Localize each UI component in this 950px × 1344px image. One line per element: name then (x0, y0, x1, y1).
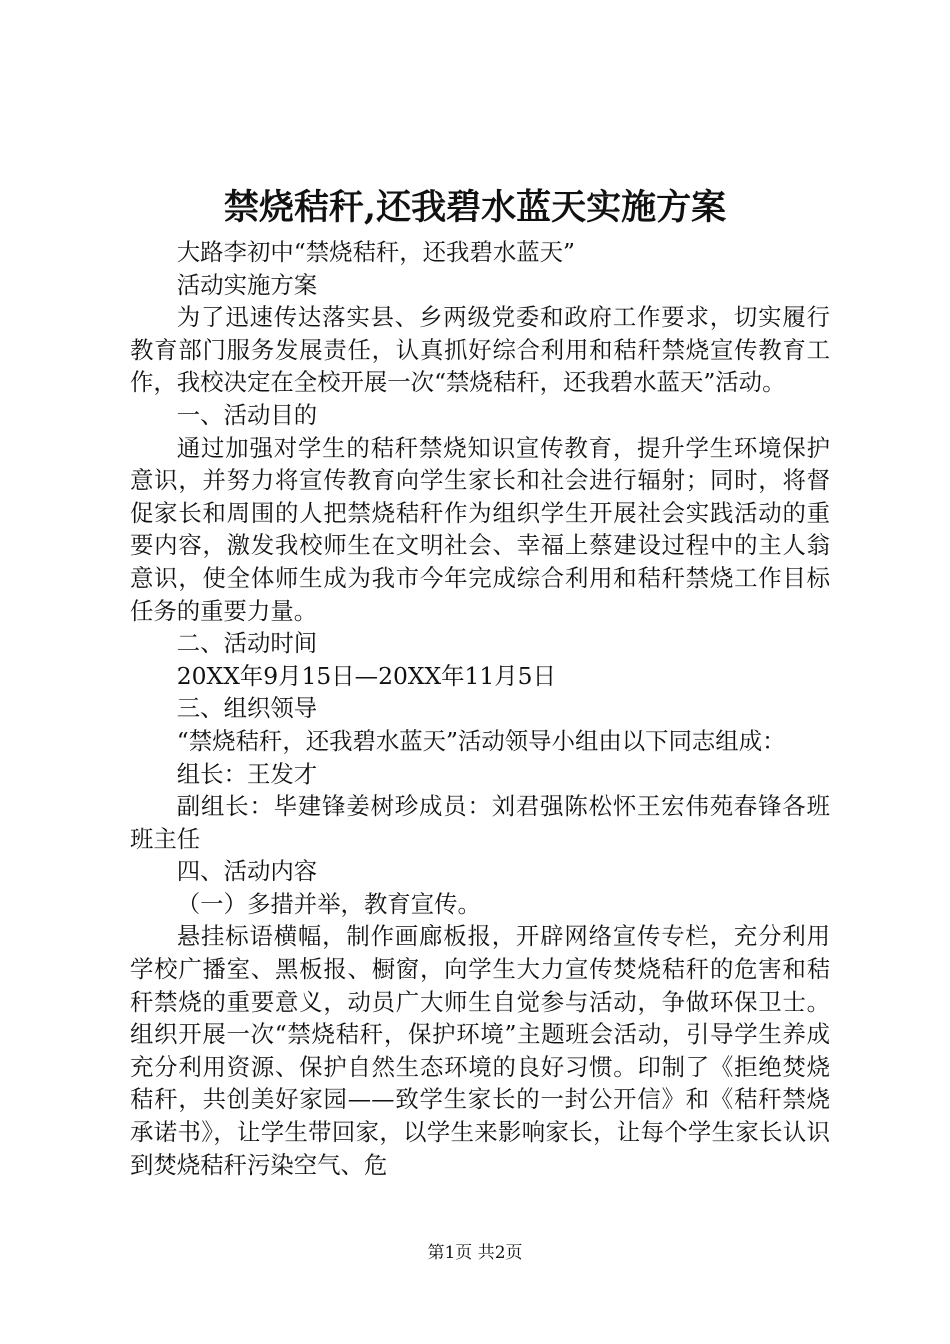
subsection-heading-1: （一）多措并举，教育宣传。 (176, 889, 481, 918)
section-heading-time: 二、活动时间 (176, 629, 318, 658)
section-heading-content: 四、活动内容 (176, 857, 318, 886)
section-heading-purpose: 一、活动目的 (176, 400, 318, 429)
document-body (130, 236, 830, 1181)
paragraph-intro: 为了迅速传达落实县、乡两级党委和政府工作要求，切实履行教育部门服务发展责任，认真抓好综合利用和秸秆禁烧宣传教育工作，我校决定在全校开展一次“禁烧秸秆，还我碧水蓝天”活动。 (130, 303, 830, 397)
paragraph-leader: 组长：王发才 (176, 759, 318, 788)
paragraph-leadership: “禁烧秸秆，还我碧水蓝天”活动领导小组由以下同志组成： (176, 726, 786, 755)
paragraph-purpose: 通过加强对学生的秸秆禁烧知识宣传教育，提升学生环境保护意识，并努力将宣传教育向学生家长和社会进行辐射；同时，将督促家长和周围的人把禁烧秸秆作为组织学生开展社会实践活动的重要内容，激发我校师生在文明社会、幸福上蔡建设过程中的主人翁意识，使全体师生成为我市今年完成综合利用和秸秆禁烧工作目标任务的重要力量。 (130, 433, 830, 625)
page-footer: 第1页 共2页 (427, 1243, 523, 1263)
section-heading-leadership: 三、组织领导 (176, 694, 318, 723)
paragraph-members: 副组长：毕建锋姜树珍成员：刘君强陈松怀王宏伟苑春锋各班班主任 (130, 792, 830, 853)
paragraph-school-line: 大路李初中“禁烧秸秆，还我碧水蓝天” (176, 238, 575, 266)
paragraph-time: 20XX年9月15日—20XX年11月5日 (176, 661, 556, 690)
document-title: 禁烧秸秆,还我碧水蓝天实施方案 (223, 187, 727, 228)
paragraph-content-1: 悬挂标语横幅，制作画廊板报，开辟网络宣传专栏，充分利用学校广播室、黑板报、橱窗，向学生大力宣传焚烧秸秆的危害和秸秆禁烧的重要意义，动员广大师生自觉参与活动，争做环保卫士。组织开展一次“禁烧秸秆，保护环境”主题班会活动，引导学生养成充分利用资源、保护自然生态环境的良好习惯。印制了《拒绝焚烧秸秆，共创美好家园——致学生家长的一封公开信》和《秸秆禁烧承诺书》，让学生带回家，以学生来影响家长，让每个学生家长认识到焚烧秸秆污染空气、危 (130, 922, 830, 1179)
paragraph-plan-subtitle: 活动实施方案 (176, 270, 318, 299)
